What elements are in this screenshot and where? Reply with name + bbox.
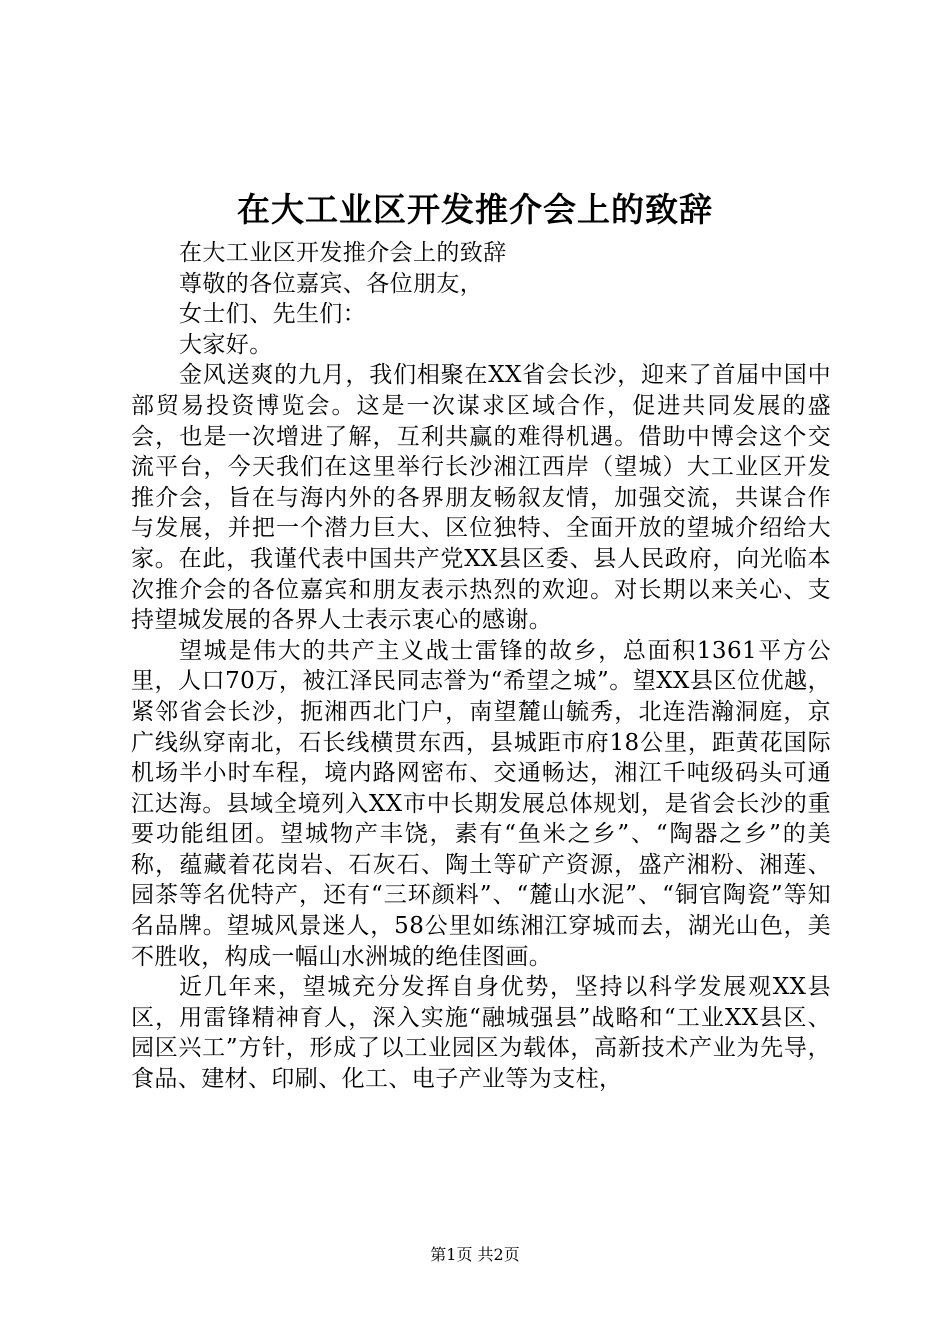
- document-title: 在大工业区开发推介会上的致辞: [237, 190, 713, 229]
- paragraph-body: 金风送爽的九月，我们相聚在XX省会长沙，迎来了首届中国中部贸易投资博览会。这是一次谋求区域合作，促进共同发展的盛会，也是一次增进了解，互利共赢的难得机遇。借助中博会这个交流平台，今天我们在这里举行长沙湘江西岸（望城）大工业区开发推介会，旨在与海内外的各界朋友畅叙友情，加强交流，共谋合作与发展，并把一个潜力巨大、区位独特、全面开放的望城介绍给大家。在此，我谨代表中国共产党XX县区委、县人民政府，向光临本次推介会的各位嘉宾和朋友表示热烈的欢迎。对长期以来关心、支持望城发展的各界人士表示衷心的感谢。: [131, 362, 831, 634]
- paragraph-salutation-2: 女士们、先生们：: [179, 301, 367, 328]
- paragraph-salutation: 尊敬的各位嘉宾、各位朋友，: [179, 270, 484, 297]
- paragraph-body: 望城是伟大的共产主义战士雷锋的故乡，总面积1361平方公里，人口70万，被江泽民同志誉为“希望之城”。望XX县区位优越，紧邻省会长沙，扼湘西北门户，南望麓山毓秀，北连浩瀚洞庭，京广线纵穿南北，石长线横贯东西，县城距市府18公里，距黄花国际机场半小时车程，境内路网密布、交通畅达，湘江千吨级码头可通江达海。县域全境列入XX市中长期发展总体规划，是省会长沙的重要功能组团。望城物产丰饶，素有“鱼米之乡”、“陶器之乡”的美称，蕴藏着花岗岩、石灰石、陶土等矿产资源，盛产湘粉、湘莲、园茶等名优特产，还有“三环颜料”、“麓山水泥”、“铜官陶瓷”等知名品牌。望城风景迷人，58公里如练湘江穿城而去，湖光山色，美不胜收，构成一幅山水洲城的绝佳图画。: [131, 637, 831, 970]
- page-number-footer: 第1页 共2页: [430, 1245, 520, 1264]
- document-body: [131, 238, 831, 1095]
- paragraph-body: 近几年来，望城充分发挥自身优势，坚持以科学发展观XX县区，用雷锋精神育人，深入实施“融城强县”战略和“工业XX县区、园区兴工”方针，形成了以工业园区为载体，高新技术产业为先导，食品、建材、印刷、化工、电子产业等为支柱，: [131, 974, 831, 1093]
- paragraph-heading: 在大工业区开发推介会上的致辞: [179, 240, 507, 266]
- paragraph-greeting: 大家好。: [179, 331, 273, 358]
